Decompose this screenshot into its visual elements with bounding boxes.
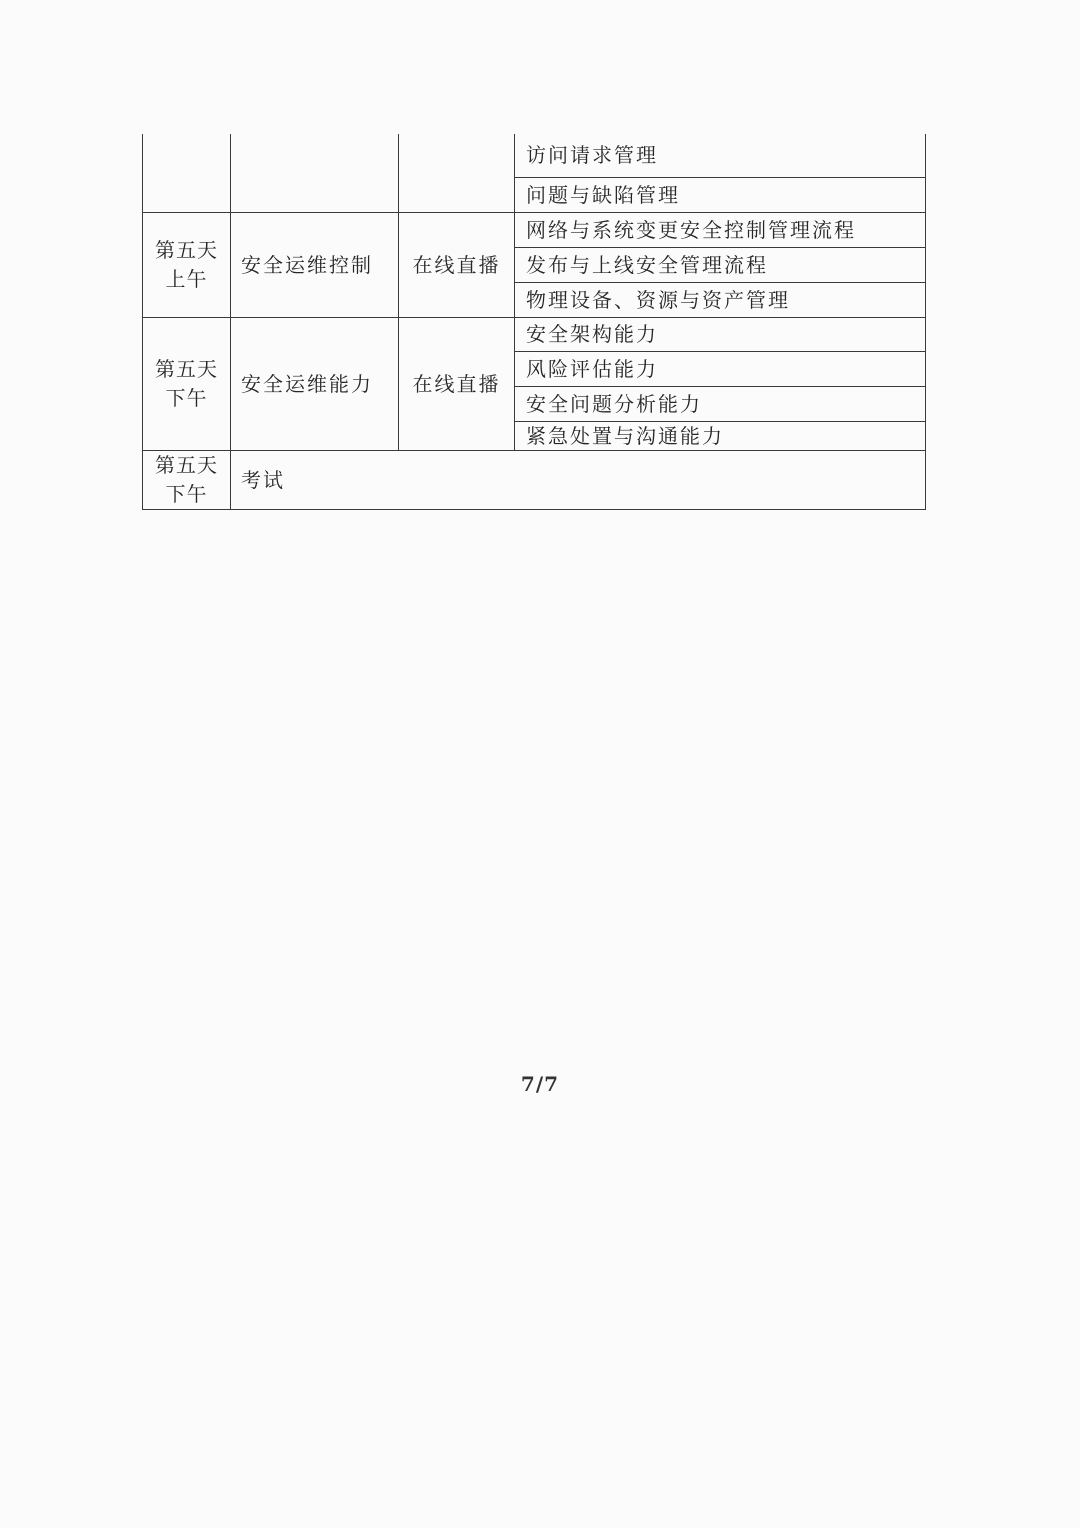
topic-cell: 发布与上线安全管理流程	[515, 247, 926, 282]
table-row	[143, 212, 926, 247]
schedule-table	[142, 134, 926, 510]
topic-cell: 风险评估能力	[515, 351, 926, 386]
day-label: 第五天	[155, 237, 218, 262]
topic-cell: 安全架构能力	[515, 317, 926, 351]
mode-cell-empty	[399, 134, 515, 212]
table-row	[143, 317, 926, 351]
mode-cell: 在线直播	[399, 317, 515, 450]
topic-cell: 问题与缺陷管理	[515, 177, 926, 212]
topic-cell: 网络与系统变更安全控制管理流程	[515, 212, 926, 247]
page-number: 7/7	[520, 1072, 560, 1096]
period-label: 下午	[165, 385, 208, 410]
day-cell	[143, 317, 231, 450]
period-label: 下午	[165, 481, 208, 506]
topic-cell: 安全问题分析能力	[515, 386, 926, 421]
topic-cell: 紧急处置与沟通能力	[515, 421, 926, 450]
module-cell-empty	[231, 134, 399, 212]
exam-cell: 考试	[231, 450, 926, 509]
module-cell: 安全运维控制	[231, 212, 399, 317]
period-label: 上午	[165, 266, 208, 291]
mode-cell: 在线直播	[399, 212, 515, 317]
table-row	[143, 450, 926, 509]
day-cell-empty	[143, 134, 231, 212]
day-label: 第五天	[155, 452, 218, 477]
module-cell: 安全运维能力	[231, 317, 399, 450]
topic-cell: 访问请求管理	[515, 134, 926, 177]
day-cell	[143, 212, 231, 317]
day-cell	[143, 450, 231, 509]
table-row	[143, 134, 926, 177]
day-label: 第五天	[155, 356, 218, 381]
topic-cell: 物理设备、资源与资产管理	[515, 282, 926, 317]
